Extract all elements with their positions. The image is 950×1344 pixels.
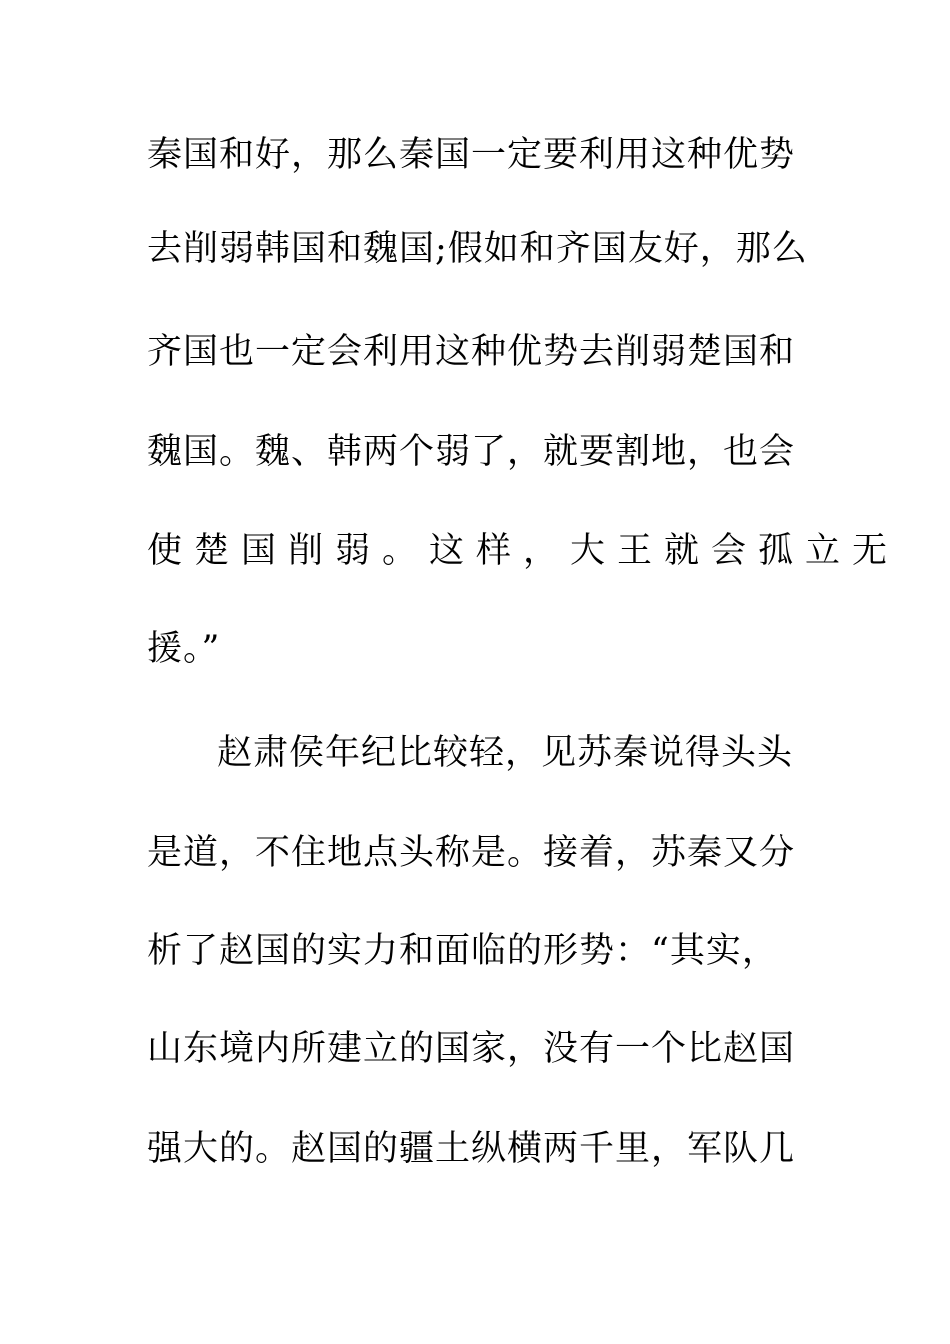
text-line-1: 秦国和好，那么秦国一定要利用这种优势 [147,135,796,175]
text-line-3: 齐国也一定会利用这种优势去削弱楚国和 [147,332,796,372]
text-line-7: 赵肃侯年纪比较轻，见苏秦说得头头 [217,733,794,773]
text-line-8: 是道，不住地点头称是。接着，苏秦又分 [147,833,796,873]
text-line-4: 魏国。魏、韩两个弱了，就要割地，也会 [147,432,796,472]
text-line-6: 援。” [147,629,221,669]
text-line-9: 析了赵国的实力和面临的形势：“其实， [147,931,778,971]
text-line-2: 去削弱韩国和魏国;假如和齐国友好，那么 [147,229,808,269]
text-line-11: 强大的。赵国的疆土纵横两千里，军队几 [147,1129,796,1169]
text-line-10: 山东境内所建立的国家，没有一个比赵国 [147,1029,796,1069]
text-line-5: 使楚国削弱。这样，大王就会孤立无 [147,531,900,571]
